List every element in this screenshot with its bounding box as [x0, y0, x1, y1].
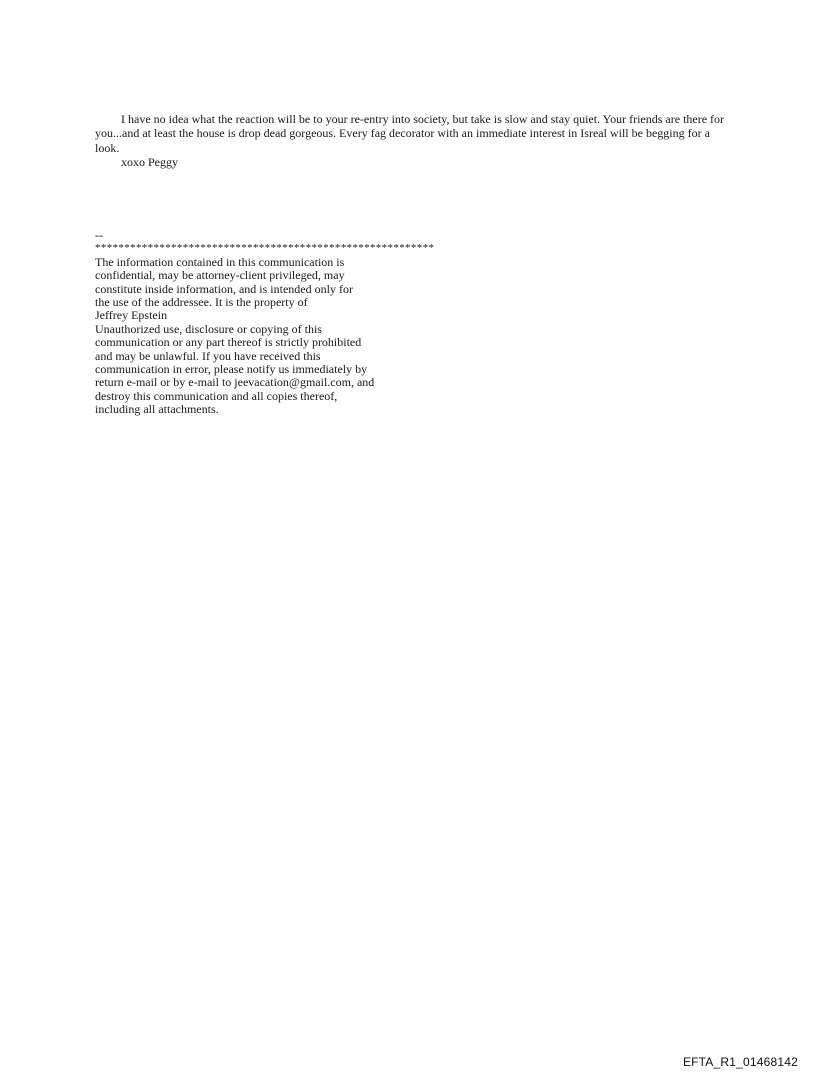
disclaimer-line: Jeffrey Epstein — [95, 308, 168, 323]
page-identifier: EFTA_R1_01468142 — [682, 1055, 798, 1069]
footer-star-rule: ********************************************************** — [95, 242, 435, 255]
message-signoff: xoxo Peggy — [121, 154, 178, 169]
disclaimer-line: return e-mail or by e-mail to jeevacation@gmail.com, and — [95, 375, 375, 390]
disclaimer-line: the use of the addressee. It is the property of — [95, 295, 308, 310]
message-paragraph: I have no idea what the reaction will be to your re-entry into society, but take is slow and stay quiet. Your friends are there for you...and at least the house is drop dead gorgeous. Every fag decorator with an immediate interest in Isreal will be begging for a look. — [95, 112, 725, 155]
disclaimer-line: The information contained in this communication is — [95, 254, 345, 269]
message-body — [95, 112, 735, 169]
disclaimer-line: including all attachments. — [95, 402, 219, 417]
disclaimer-line: communication or any part thereof is strictly prohibited — [95, 335, 362, 350]
disclaimer-line: destroy this communication and all copies thereof, — [95, 388, 338, 403]
disclaimer-line: confidential, may be attorney-client privileged, may — [95, 268, 345, 283]
footer-separator: -- — [95, 228, 103, 242]
disclaimer-line: communication in error, please notify us immediately by — [95, 362, 368, 377]
disclaimer-line: and may be unlawful. If you have received this — [95, 348, 321, 363]
disclaimer-line: constitute inside information, and is intended only for — [95, 281, 353, 296]
email-footer — [95, 229, 475, 417]
disclaimer-line: Unauthorized use, disclosure or copying of this — [95, 321, 322, 336]
